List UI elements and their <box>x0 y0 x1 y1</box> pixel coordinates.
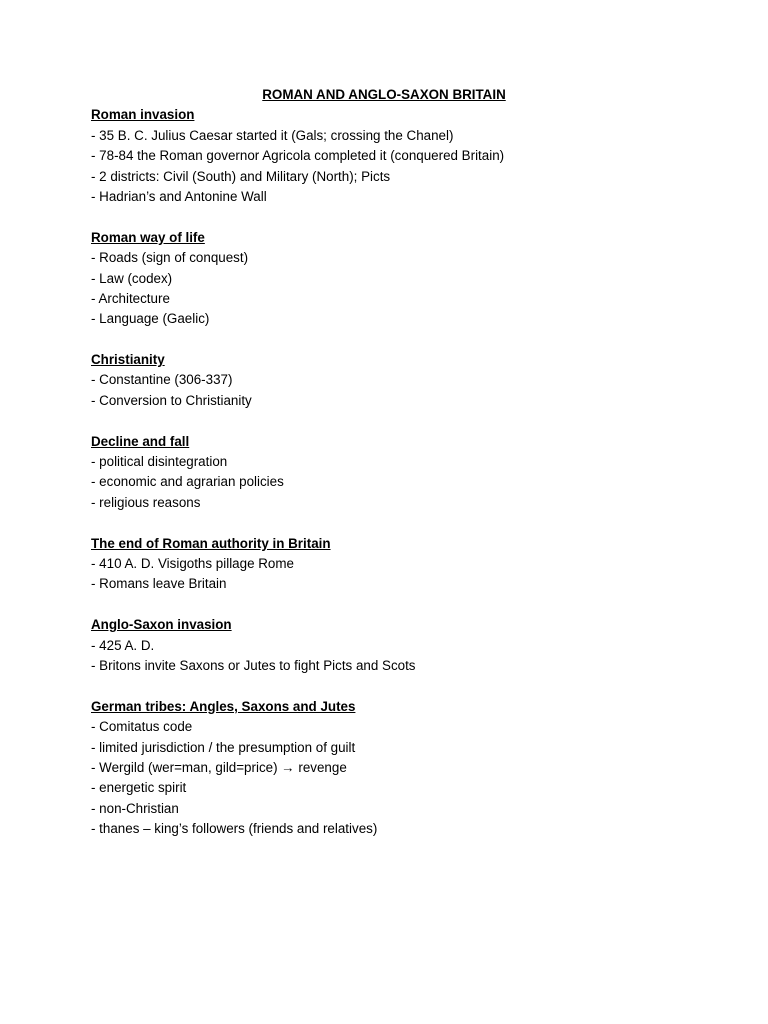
right-arrow-icon: → <box>281 759 295 775</box>
section-roman-invasion <box>91 105 681 207</box>
list-item: - thanes – king’s followers (friends and relatives) <box>91 821 378 837</box>
list-item: - Conversion to Christianity <box>91 392 252 408</box>
list-item: - Britons invite Saxons or Jutes to fight Picts and Scots <box>91 657 416 673</box>
section-heading: Roman way of life <box>91 229 205 245</box>
list-item-wergild <box>91 758 681 778</box>
list-item: - economic and agrarian policies <box>91 474 284 490</box>
list-item: - Hadrian’s and Antonine Wall <box>91 188 267 204</box>
list-item: - Romans leave Britain <box>91 576 227 592</box>
wergild-result: revenge <box>294 759 347 775</box>
list-item: - energetic spirit <box>91 780 187 796</box>
document-title: ROMAN AND ANGLO-SAXON BRITAIN <box>262 87 506 102</box>
list-item: - religious reasons <box>91 494 201 510</box>
list-item: - 35 B. C. Julius Caesar started it (Gals; crossing the Chanel) <box>91 127 454 143</box>
list-item: - Language (Gaelic) <box>91 311 210 327</box>
list-item: - Architecture <box>91 290 170 306</box>
section-heading: German tribes: Angles, Saxons and Jutes <box>91 698 356 714</box>
section-end-of-roman-authority <box>91 534 681 595</box>
list-item: - 78-84 the Roman governor Agricola completed it (conquered Britain) <box>91 148 505 164</box>
list-item: - Constantine (306-337) <box>91 372 233 388</box>
list-item: - Law (codex) <box>91 270 173 286</box>
list-item: - limited jurisdiction / the presumption of guilt <box>91 739 356 755</box>
section-heading: Christianity <box>91 352 165 368</box>
section-heading: Decline and fall <box>91 433 190 449</box>
list-item: - non-Christian <box>91 800 179 816</box>
section-anglo-saxon-invasion <box>91 615 681 676</box>
section-heading: The end of Roman authority in Britain <box>91 535 331 551</box>
document-body <box>91 85 681 860</box>
section-german-tribes <box>91 697 681 840</box>
section-christianity <box>91 350 681 411</box>
list-item: - Roads (sign of conquest) <box>91 250 249 266</box>
list-item: - political disintegration <box>91 454 228 470</box>
list-item: - 410 A. D. Visigoths pillage Rome <box>91 555 294 571</box>
list-item: - Comitatus code <box>91 719 193 735</box>
list-item: - 425 A. D. <box>91 637 155 653</box>
wergild-text: - Wergild (wer=man, gild=price) <box>91 759 282 775</box>
section-heading: Anglo-Saxon invasion <box>91 617 232 633</box>
list-item: - 2 districts: Civil (South) and Military (North); Picts <box>91 168 391 184</box>
section-decline-and-fall <box>91 432 681 514</box>
section-heading: Roman invasion <box>91 107 195 123</box>
section-roman-way-of-life <box>91 228 681 330</box>
